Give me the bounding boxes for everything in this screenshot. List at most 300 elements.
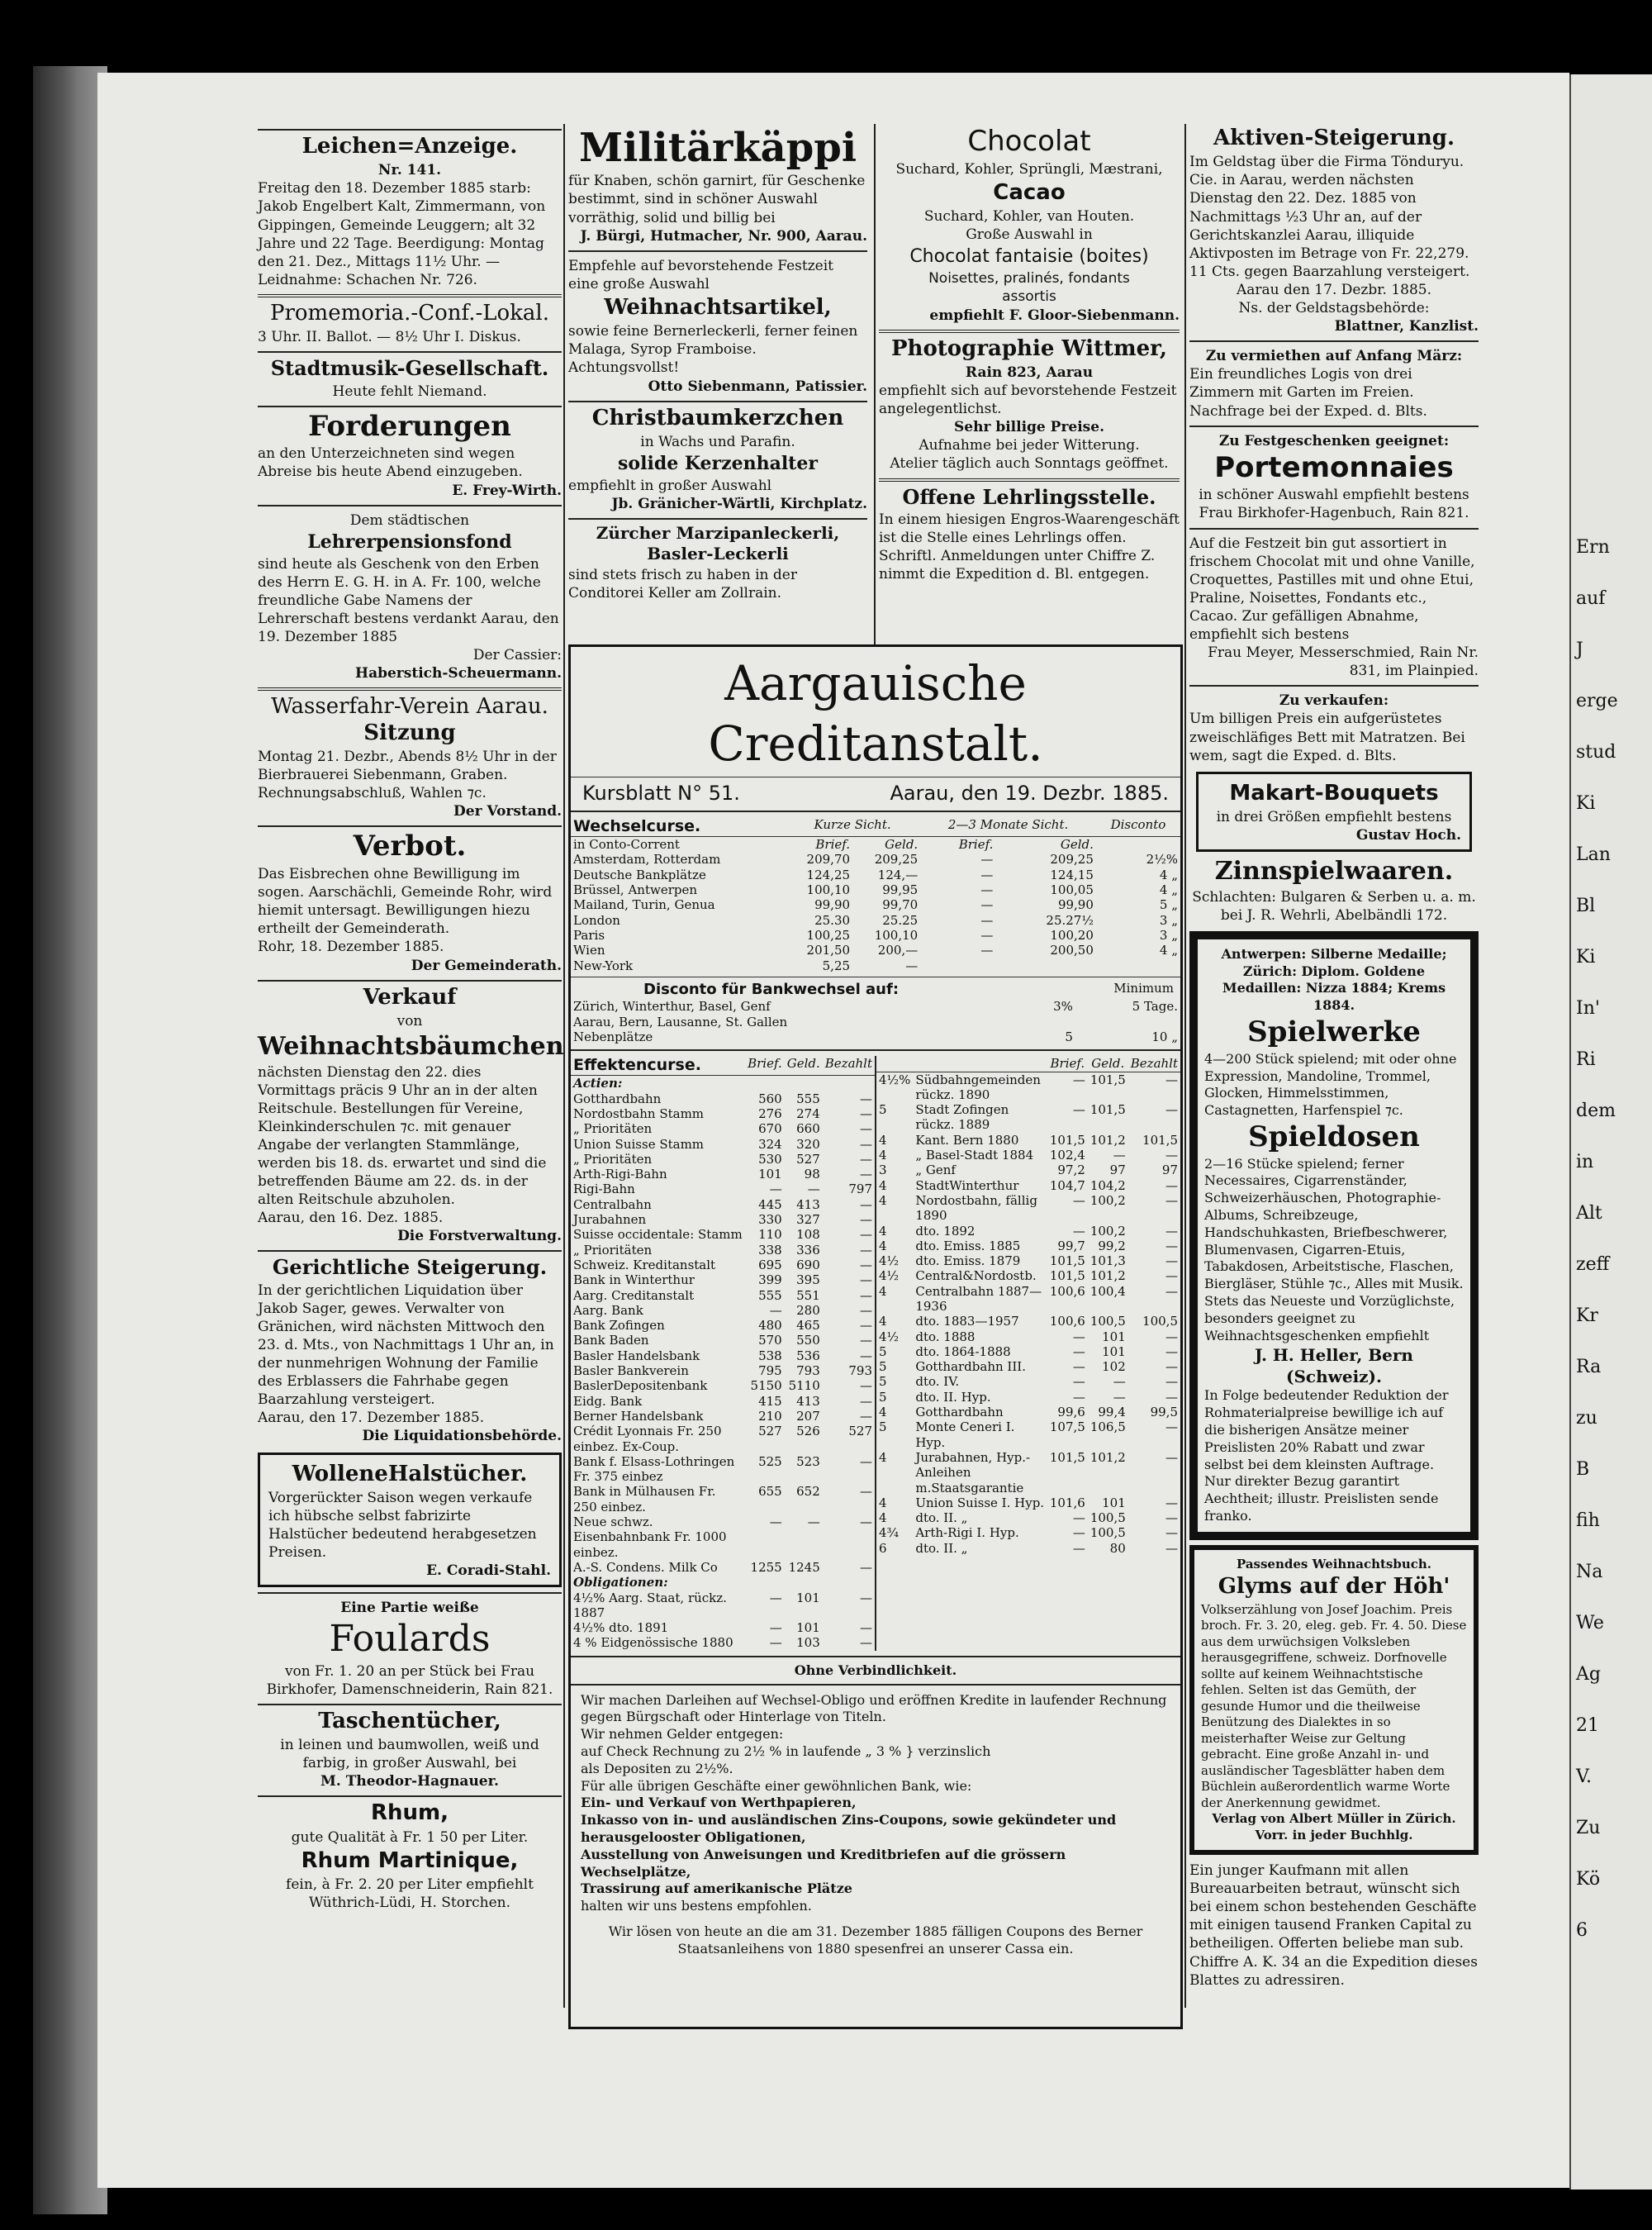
effekten-row [571, 1197, 875, 1212]
table-cell: 101,5 [1089, 1072, 1126, 1087]
table-cell: — [1165, 1177, 1178, 1193]
table-cell: 555 [758, 1287, 782, 1303]
verbot-signature: Der Gemeinderath. [411, 957, 562, 974]
table-cell: — [769, 1620, 782, 1636]
spielwerke-text3: In Folge bedeutender Reduktion der Rohmaterialpreise bewillige ich auf die bisherigen Ansätze meiner Preislisten 20% Rabatt und zwar selbst bei dem kleinsten Auftrage. Nur direkter Bezug garantirt Aechtheit; illustr. Preislisten sende franko. [1204, 1387, 1449, 1524]
table-cell: Bank in Winterthur [573, 1272, 695, 1288]
table-cell: 445 [758, 1196, 782, 1212]
table-cell: — [860, 1378, 872, 1394]
table-cell [920, 958, 995, 973]
table-cell: „ Genf [915, 1163, 956, 1178]
effekten-row [571, 1514, 875, 1560]
effekten-row [571, 1091, 875, 1106]
table-cell [1075, 1015, 1180, 1029]
table-cell: „ Basel-Stadt 1884 [915, 1148, 1034, 1163]
table-cell: 330 [758, 1212, 782, 1228]
spielwerke-signature: J. H. Heller, Bern (Schweiz). [1255, 1345, 1413, 1387]
table-cell: 100,05 [1050, 882, 1094, 898]
table-cell: dto. 1888 [915, 1329, 976, 1344]
table-cell: 103 [796, 1635, 820, 1651]
foulards-text: von Fr. 1. 20 an per Stück bei Frau Birkhofer, Damenschneiderin, Rain 821. [266, 1662, 553, 1698]
effekten-row [571, 1484, 875, 1514]
effekten-row [571, 1303, 875, 1318]
table-cell: 4 „ [1159, 882, 1178, 898]
table-cell: — [860, 1635, 872, 1651]
strip-fragment: Ra [1576, 1357, 1602, 1377]
wechsel-row [571, 852, 1180, 867]
table-cell: Arth-Rigi-Bahn [573, 1167, 667, 1182]
table-cell: 4 [879, 1177, 887, 1193]
aktien-role: Ns. der Geldstagsbehörde: [1238, 300, 1430, 317]
table-cell: — [980, 912, 994, 928]
effekten-row [571, 1106, 875, 1121]
table-cell: 1255 [750, 1559, 782, 1575]
table-cell: 399 [758, 1272, 782, 1288]
weihnacht-signature: Otto Siebenmann, Patissier. [648, 378, 867, 395]
table-cell: 124,15 [1050, 867, 1094, 882]
minimum-label: Minimum [1113, 980, 1174, 996]
creditanstalt-note-line: Trassirung auf amerikanische Plätze [581, 1881, 852, 1897]
militaer-title: Militärkäppi [578, 125, 857, 171]
verkauf-text: nächsten Dienstag den 22. dies Vormittags präcis 9 Uhr an in der alten Reitschule. Bestellungen für Vereine, Kleinkinderschulen ⁊c. mit genauer Angabe der verlangten Stammlänge, werden bis 18. ds. erwartet und sind die betreffenden Bäume am 22. ds. in der alten Reitschule abzuholen. [258, 1063, 547, 1209]
lehrer-pre: Dem städtischen [349, 511, 470, 529]
table-cell: — [980, 882, 994, 898]
column-1 [258, 124, 562, 1912]
kursblatt-date: Aarau, den 19. Dezbr. 1885. [890, 782, 1169, 805]
table-cell: 550 [796, 1333, 820, 1348]
effekten-row [571, 1348, 875, 1363]
table-cell: 4 [879, 1510, 887, 1526]
christbaum-signature: Jb. Gränicher-Wärtli, Kirchplatz. [611, 496, 867, 513]
verkauf-date: Aarau, den 16. Dez. 1885. [258, 1210, 444, 1227]
strip-fragment: Lan [1576, 844, 1611, 865]
table-cell: 527 [758, 1424, 782, 1439]
effekten-row [571, 1363, 875, 1378]
table-cell: 99,70 [882, 897, 919, 913]
creditanstalt-note-line: Ein- und Verkauf von Werthpapieren, [581, 1795, 857, 1811]
table-cell: 5 [879, 1102, 887, 1118]
table-cell: 3 [879, 1163, 887, 1178]
zuercher-title2: Basler-Leckerli [647, 544, 789, 564]
table-cell: — [1072, 1540, 1085, 1556]
effekten-row [876, 1390, 1180, 1405]
effekten-row [876, 1284, 1180, 1315]
table-cell: — [860, 1333, 872, 1348]
strip-fragment: in [1576, 1152, 1594, 1172]
effekten-row [876, 1419, 1180, 1450]
table-cell: 538 [758, 1348, 782, 1363]
table-cell: — [860, 1348, 872, 1363]
geld-header: Geld. [785, 1056, 823, 1076]
table-cell: Stadt Zofingen rückz. 1889 [915, 1102, 1009, 1133]
table-cell: 1245 [788, 1559, 820, 1575]
table-cell: 4 [879, 1148, 887, 1163]
table-cell: Wien [573, 943, 605, 958]
creditanstalt-note-line: Ausstellung von Anweisungen und Kreditbriefen auf die grössern Wechselplätze, [581, 1846, 1066, 1880]
spielwerke-medals: Antwerpen: Silberne Medaille; Zürich: Diplom. Goldene Medaillen: Nizza 1884; Krems 1884. [1221, 945, 1447, 1014]
table-cell: Schweiz. Kreditanstalt [573, 1257, 716, 1272]
strip-fragment: zeff [1576, 1254, 1610, 1275]
table-cell: 670 [758, 1121, 782, 1137]
table-cell: 655 [758, 1484, 782, 1500]
table-cell: — [980, 867, 994, 882]
table-cell: 25.25 [882, 912, 919, 928]
christbaum-title2: solide Kerzenhalter [618, 453, 818, 475]
effekten-row [571, 1560, 875, 1575]
table-cell: — [860, 1318, 872, 1334]
table-cell: 97 [1109, 1163, 1126, 1178]
table-cell: 201,50 [806, 943, 851, 958]
table-cell: dto. Emiss. 1879 [915, 1253, 1021, 1269]
creditanstalt-note-line: Für alle übrigen Geschäfte einer gewöhnlichen Bank, wie: [581, 1777, 972, 1794]
table-cell: 660 [796, 1121, 820, 1137]
kaufmann-text: Ein junger Kaufmann mit allen Bureauarbeiten betraut, wünscht sich bei einem schon bestehenden Geschäfte mit einigen tausend Franken Capital zu betheiligen. Offerten beliebe man sub. Chiffre A. K. 34 an die Expedition dieses Blattes zu adressiren. [1189, 1862, 1478, 1989]
table-cell: — [769, 1302, 782, 1318]
effekten-row [876, 1253, 1180, 1268]
table-cell: Jurabahnen [573, 1212, 647, 1228]
portemonnaies-pre: Zu Festgeschenken geeignet: [1218, 432, 1450, 449]
aktien-date: Aarau den 17. Dezbr. 1885. [1236, 281, 1432, 298]
effekten-row [876, 1344, 1180, 1359]
table-cell: 101,5 [1049, 1253, 1085, 1269]
wasserfahr-title: Wasserfahr-Verein Aarau. [271, 694, 548, 720]
rhum-title2: Rhum Martinique, [301, 1847, 519, 1873]
effekten-row [571, 1378, 875, 1393]
table-cell: 695 [758, 1257, 782, 1272]
militaer-text: für Knaben, schön garnirt, für Geschenke bestimmt, sind in schöner Auswahl vorräthig, solid und billig bei [568, 173, 866, 226]
table-cell: — [860, 1106, 872, 1121]
effekten-row [876, 1178, 1180, 1193]
ohne-verbindlichkeit: Ohne Verbindlichkeit. [794, 1662, 957, 1678]
table-cell: 4¾ [879, 1525, 900, 1541]
effekten-row [876, 1102, 1180, 1133]
makart-text: in drei Größen empfiehlt bestens [1216, 809, 1452, 825]
geld-header: Geld. [885, 837, 919, 853]
table-cell: — [860, 1302, 872, 1318]
table-cell: 209,25 [874, 852, 919, 868]
table-cell: 797 [848, 1182, 872, 1197]
table-cell: — [860, 1196, 872, 1212]
table-cell: 4 [879, 1192, 887, 1208]
table-cell: Jurabahnen, Hyp.-Anleihen m.Staatsgarantie [915, 1449, 1031, 1495]
spieldosen-title: Spieldosen [1248, 1120, 1420, 1153]
wechsel-row [571, 958, 1180, 973]
table-cell: dto. Emiss. 1885 [915, 1238, 1021, 1253]
promemoria-text: 3 Uhr. II. Ballot. — 8½ Uhr I. Diskus. [258, 329, 521, 346]
effekten-row [571, 1272, 875, 1287]
leichen-text: Freitag den 18. Dezember 1885 starb: Jakob Engelbert Kalt, Zimmermann, von Gippingen, Gemeinde Leuggern; alt 32 Jahre und 22 Tage. Beerdigung: Montag den 21. Dez., Mittags 11½ Uhr. — Leidnahme: Schachen Nr. 726. [258, 180, 546, 288]
makart-ad [1196, 772, 1472, 852]
table-cell: 99,6 [1057, 1405, 1085, 1420]
glyms-ad [1189, 1545, 1479, 1855]
weihnacht-text: sowie feine Bernerleckerli, ferner feinen Malaga, Syrop Framboise. Achtungsvollst! [568, 323, 858, 377]
table-cell: — [1165, 1329, 1178, 1344]
table-cell: dto. 1864-1888 [915, 1343, 1011, 1359]
table-cell: — [1165, 1495, 1178, 1510]
wechsel-head: Wechselcurse. [571, 817, 785, 837]
wechsel-row [571, 882, 1180, 897]
verkauf-title2: Weihnachtsbäumchen [258, 1032, 564, 1062]
disconto-row [571, 1015, 1180, 1029]
table-cell: — [1072, 1223, 1085, 1239]
table-cell: Bank in Mülhausen Fr. 250 einbez. [573, 1484, 716, 1514]
strip-fragment: stud [1576, 742, 1616, 763]
table-cell: 101 [796, 1620, 820, 1636]
table-cell: 100,5 [1089, 1525, 1126, 1541]
table-cell: 560 [758, 1091, 782, 1106]
strip-fragment: Ag [1576, 1664, 1601, 1685]
table-cell: 555 [796, 1091, 820, 1106]
table-cell: Arth-Rigi I. Hyp. [915, 1525, 1019, 1541]
chocolat-makers2: Suchard, Kohler, van Houten. [923, 208, 1135, 226]
chocolat-text: Große Auswahl in [966, 226, 1093, 244]
table-cell: — [1165, 1540, 1178, 1556]
table-cell: London [573, 912, 620, 928]
strip-fragment: fih [1576, 1510, 1600, 1531]
table-cell: — [1072, 1389, 1085, 1405]
table-cell: 102,4 [1049, 1148, 1085, 1163]
table-cell: — [1165, 1359, 1178, 1375]
table-cell: 99,4 [1098, 1405, 1126, 1420]
steigerung-signature: Die Liquidationsbehörde. [362, 1428, 562, 1445]
weihnacht-pre: Empfehle auf bevorstehende Festzeit eine große Auswahl [568, 257, 833, 292]
effekten-row [571, 1258, 875, 1272]
chocolat-text2: Noisettes, pralinés, fondants [928, 270, 1130, 288]
effekten-head: Effektencurse. [571, 1056, 745, 1076]
actien-label: Actien: [573, 1076, 623, 1091]
table-cell [1096, 958, 1180, 973]
table-cell: dto. II. Hyp. [915, 1389, 991, 1405]
table-cell: 4 [879, 1238, 887, 1253]
table-cell: 4½ [879, 1268, 900, 1284]
chocolat-signature: empfiehlt F. Gloor-Siebenmann. [929, 307, 1180, 324]
table-cell: 4 [879, 1132, 887, 1148]
table-cell: 106,5 [1089, 1419, 1126, 1435]
table-cell: 107,5 [1049, 1419, 1085, 1435]
leichen-nr: Nr. 141. [377, 162, 442, 179]
column-2 [568, 124, 867, 602]
disconto-row [571, 999, 1180, 1014]
effekten-right-table [876, 1056, 1180, 1556]
table-cell: 10 „ [1151, 1029, 1178, 1044]
taschen-text: in leinen und baumwollen, weiß und farbig, in großer Auswahl, bei [280, 1737, 539, 1772]
effekten-row [571, 1227, 875, 1242]
table-cell: 4½ [879, 1253, 900, 1269]
table-cell: Südbahngemeinden rückz. 1890 [915, 1072, 1041, 1102]
verkaufen-title: Zu verkaufen: [1279, 692, 1389, 710]
table-cell: 336 [796, 1242, 820, 1258]
table-cell: Berner Handelsbank [573, 1408, 704, 1424]
wechsel-sub: in Conto-Corrent [573, 837, 680, 853]
table-cell: — [1165, 1525, 1178, 1541]
table-cell: — [860, 1453, 872, 1469]
table-cell: Aarg. Creditanstalt [573, 1287, 695, 1303]
table-cell: Aarau, Bern, Lausanne, St. Gallen [573, 1014, 788, 1029]
geld-header: Geld. [1060, 837, 1094, 853]
stadtmusik-text: Heute fehlt Niemand. [332, 383, 487, 400]
table-cell: 536 [796, 1348, 820, 1363]
table-cell [995, 958, 1096, 973]
makart-title: Makart-Bouquets [1229, 780, 1439, 806]
table-cell: 100,20 [1050, 927, 1094, 943]
zinn-title: Zinnspielwaaren. [1214, 857, 1454, 887]
effekten-row [571, 1182, 875, 1196]
zuercher-text: sind stets frisch zu haben in der Conditorei Keller am Zollrain. [568, 567, 797, 602]
effekten-row [876, 1133, 1180, 1148]
wechsel-row [571, 913, 1180, 928]
creditanstalt-note-line: Wir nehmen Gelder entgegen: [581, 1726, 784, 1743]
table-cell: Monte Ceneri I. Hyp. [915, 1419, 1015, 1450]
table-cell: 101,2 [1089, 1132, 1126, 1148]
table-cell: 4½% [879, 1072, 911, 1087]
table-cell: 100,10 [806, 882, 851, 898]
table-cell: — [1113, 1374, 1126, 1390]
table-cell: 4½ [879, 1329, 900, 1344]
vermieten-text: Ein freundliches Logis von drei Zimmern mit Garten im Freien. Nachfrage bei der Exped. d. Blts. [1189, 366, 1427, 420]
strip-fragment: Zu [1576, 1818, 1601, 1838]
table-cell: 100,2 [1089, 1192, 1126, 1208]
table-cell: 530 [758, 1151, 782, 1167]
column-divider [1184, 124, 1186, 2008]
weihnacht-title: Weihnachtsartikel, [604, 294, 832, 320]
table-cell: 324 [758, 1136, 782, 1152]
table-cell: 100,10 [874, 927, 919, 943]
glyms-pre: Passendes Weihnachtsbuch. [1236, 1556, 1432, 1571]
table-cell: BaslerDepositenbank [573, 1378, 708, 1394]
table-cell: Rigi-Bahn [573, 1182, 635, 1197]
table-cell: Crédit Lyonnais Fr. 250 einbez. Ex-Coup. [573, 1424, 722, 1454]
table-cell: — [1165, 1253, 1178, 1269]
taschen-signature: M. Theodor-Hagnauer. [320, 1773, 499, 1790]
table-cell: — [980, 897, 994, 913]
spieldosen-text: 2—16 Stücke spielend; ferner Necessaires, Cigarrenständer, Schweizerhäuschen, Photographie-Albums, Schreibzeuge, Handschuhkasten, Briefbeschwerer, Blumenvasen, Cigarren-Etuis, Tabakdosen, Arbeitstische, Flaschen, Biergläser, Stühle ⁊c., Alles mit Musik. Stets das Neueste und Vorzüglichste, besonders geeignet zu Weihnachtsgeschenken empfiehlt [1204, 1155, 1464, 1343]
table-cell: — [1072, 1329, 1085, 1344]
table-cell: dto. 1892 [915, 1223, 976, 1239]
table-cell: — [1113, 1148, 1126, 1163]
table-cell: 99,90 [814, 897, 851, 913]
photo-bold: Sehr billige Preise. [954, 419, 1104, 436]
table-cell: 5 „ [1159, 897, 1178, 913]
aktien-title: Aktiven-Steigerung. [1213, 126, 1455, 150]
table-cell: — [860, 1212, 872, 1228]
table-cell: 100,25 [806, 927, 851, 943]
effekten-row [876, 1163, 1180, 1177]
table-cell: — [1165, 1192, 1178, 1208]
effekten-row [571, 1318, 875, 1333]
spielwerke-text: 4—200 Stück spielend; mit oder ohne Expression, Mandoline, Trommel, Glocken, Himmelsstimmen, Castagnetten, Harfenspiel ⁊c. [1204, 1050, 1457, 1119]
column-divider [563, 124, 565, 2008]
wasserfahr-sub: Sitzung [363, 720, 456, 745]
table-cell: 280 [796, 1302, 820, 1318]
taschen-title: Taschentücher, [318, 1708, 501, 1733]
steigerung-title: Gerichtliche Steigerung. [272, 1255, 548, 1280]
creditanstalt-note-line: als Depositen zu 2½%. [581, 1760, 733, 1776]
table-cell: 101,2 [1089, 1268, 1126, 1284]
glyms-signature: Verlag von Albert Müller in Zürich. Vorr. in jeder Buchhlg. [1212, 1811, 1456, 1842]
effekten-row [876, 1193, 1180, 1224]
table-cell: 99,5 [1150, 1405, 1178, 1420]
table-cell: 4 % Eidgenössische 1880 [573, 1635, 733, 1651]
table-cell: 5 [879, 1419, 887, 1435]
verkauf-von: von [396, 1012, 423, 1029]
table-cell: Kant. Bern 1880 [915, 1132, 1019, 1148]
table-cell: — [980, 852, 994, 868]
table-cell: 101 [796, 1590, 820, 1605]
strip-fragment: Na [1576, 1562, 1603, 1582]
table-cell: — [860, 1091, 872, 1106]
column-4 [1189, 124, 1479, 1990]
table-cell: 110 [758, 1227, 782, 1243]
verkaufen-text: Um billigen Preis ein aufgerüstetes zweischläfiges Bett mit Matratzen. Bei wem, sagt die Exped. d. Blts. [1189, 711, 1465, 764]
strip-fragment: V. [1576, 1766, 1593, 1787]
steigerung-date: Aarau, den 17. Dezember 1885. [258, 1410, 485, 1427]
table-cell: 276 [758, 1106, 782, 1121]
forderungen-title: Forderungen [308, 409, 511, 443]
strip-fragment: Bl [1576, 896, 1596, 916]
chocolat-makers: Suchard, Kohler, Sprüngli, Mæstrani, [895, 160, 1163, 178]
chocolat-title2: Cacao [993, 179, 1066, 205]
strip-fragment: Ki [1576, 947, 1596, 968]
table-cell: — [1165, 1449, 1178, 1465]
table-cell: 5 [879, 1374, 887, 1390]
table-cell: 2½% [1146, 852, 1178, 868]
rhum-text: gute Qualität à Fr. 1 50 per Liter. [291, 1828, 529, 1846]
table-cell: 5 [879, 1359, 887, 1375]
chocolat-title: Chocolat [967, 125, 1091, 158]
strip-fragment: erge [1576, 691, 1618, 711]
photo-title: Photographie Wittmer, [891, 335, 1167, 361]
spielwerke-ad [1189, 931, 1479, 1540]
verbot-title: Verbot. [353, 830, 467, 863]
creditanstalt-note-line: auf Check Rechnung zu 2½ % in laufende „ 3 % } verzinslich [581, 1743, 991, 1760]
table-cell: 124,— [877, 867, 919, 882]
table-cell: 80 [1109, 1540, 1126, 1556]
table-cell: 101,5 [1049, 1268, 1085, 1284]
obligation-row [571, 1590, 875, 1621]
table-cell: 101 [1102, 1329, 1126, 1344]
obligationen-label: Obligationen: [573, 1575, 668, 1590]
lehrer-text: sind heute als Geschenk von den Erben des Herrn E. G. H. in A. Fr. 100, welche freundliche Gabe Namens der Lehrerschaft bestens verdankt Aarau, den 19. Dezember 1885 [258, 555, 559, 646]
table-cell: — [980, 943, 994, 958]
table-cell: 480 [758, 1318, 782, 1334]
table-cell: 795 [758, 1363, 782, 1379]
disconto-row [571, 1029, 1180, 1044]
table-cell: 413 [796, 1196, 820, 1212]
zuercher-title: Zürcher Marzipanleckerli, [596, 523, 840, 544]
table-cell: 527 [796, 1151, 820, 1167]
table-cell: Centralbahn [573, 1196, 652, 1212]
effekten-row [571, 1152, 875, 1167]
kursblatt-label: Kursblatt N° 51. [582, 782, 740, 805]
strip-fragment: auf [1576, 588, 1606, 609]
rhum-title: Rhum, [370, 1800, 449, 1826]
table-cell: 793 [848, 1363, 872, 1379]
table-cell: Nebenplätze [573, 1029, 653, 1044]
strip-fragment: Kö [1576, 1869, 1601, 1890]
geld-header: Geld. [1088, 1056, 1128, 1072]
table-cell: 5 [879, 1389, 887, 1405]
table-cell: — [860, 1121, 872, 1137]
table-cell: 3 „ [1159, 912, 1178, 928]
table-cell: Neue schwz. Eisenbahnbank Fr. 1000 einbez. [573, 1514, 727, 1560]
strip-fragment: Kr [1576, 1305, 1598, 1326]
brief-header: Brief. [1047, 1056, 1088, 1072]
table-cell: 327 [796, 1212, 820, 1228]
strip-fragment: Ern [1576, 537, 1610, 558]
effekten-row [571, 1212, 875, 1227]
christbaum-text: in Wachs und Parafin. [640, 433, 795, 450]
strip-fragment: Alt [1576, 1203, 1602, 1224]
